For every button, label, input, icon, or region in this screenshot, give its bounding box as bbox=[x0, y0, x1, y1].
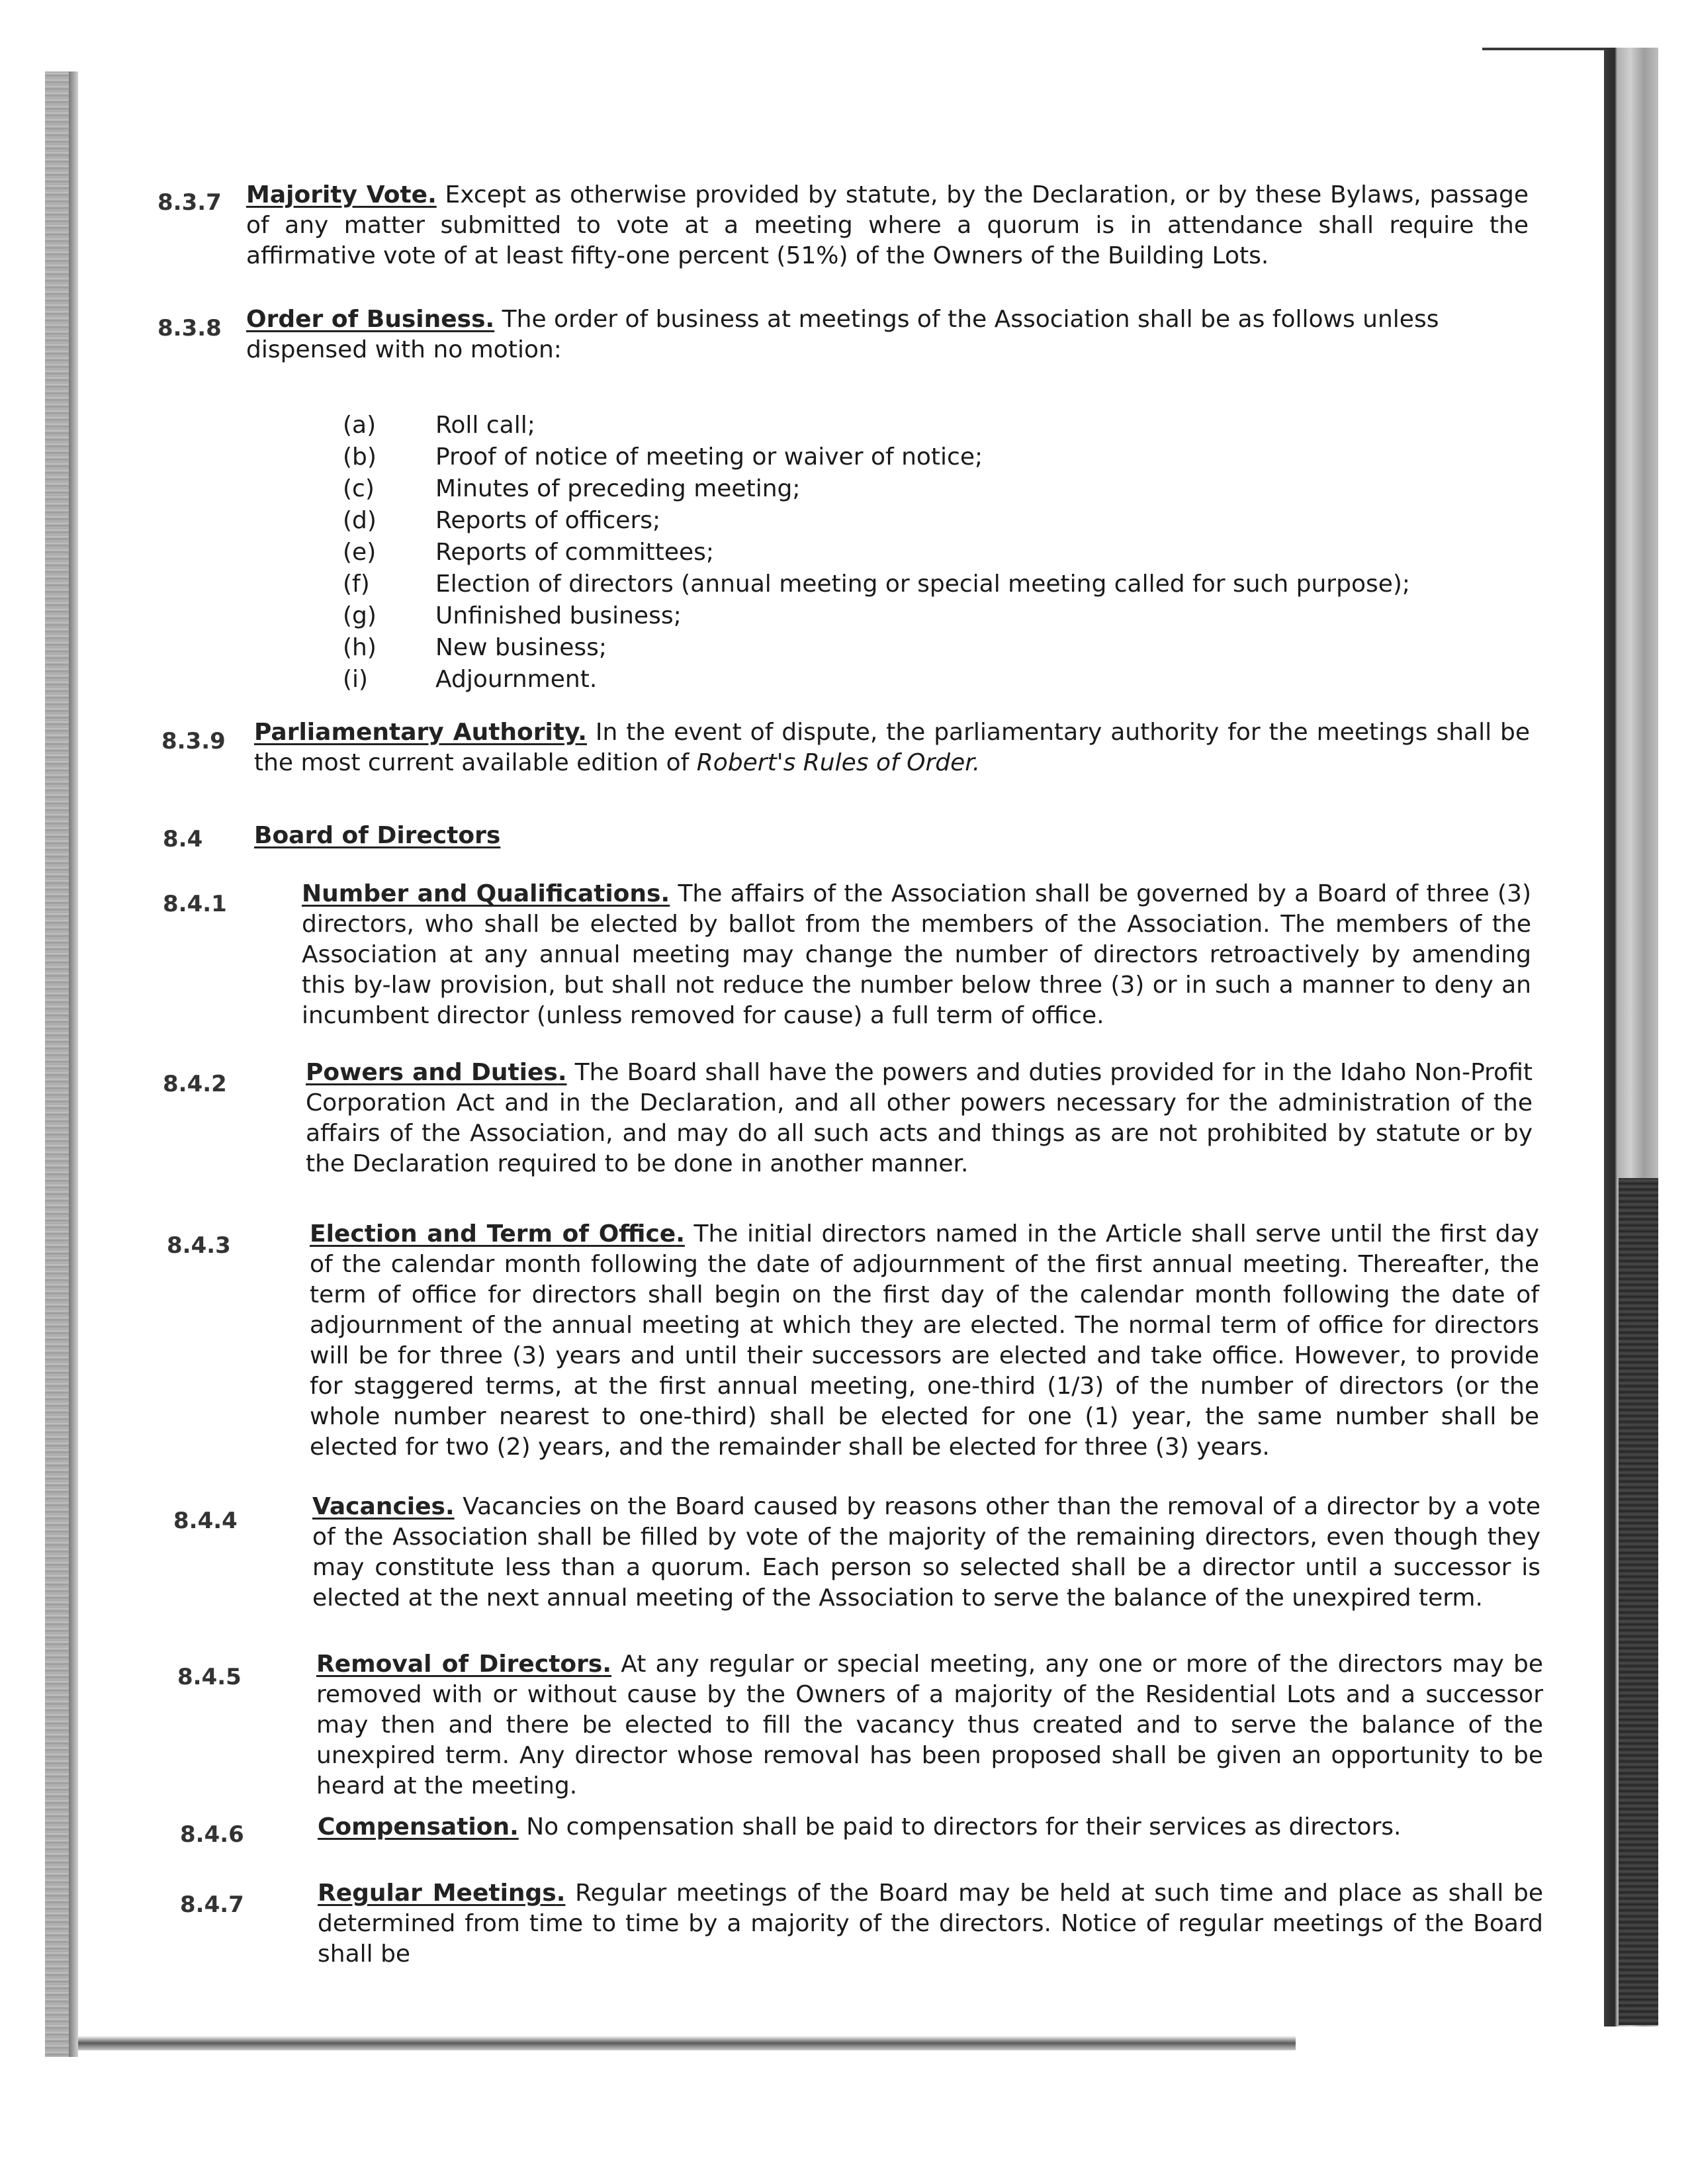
heading-period: . bbox=[676, 1220, 685, 1248]
heading-period: . bbox=[445, 1493, 455, 1520]
section-number: 8.4.3 bbox=[167, 1232, 231, 1259]
section-number: 8.4.4 bbox=[173, 1508, 238, 1534]
section-number: 8.3.8 bbox=[157, 315, 222, 341]
section-number: 8.4.1 bbox=[163, 891, 227, 917]
section-8-3-8 bbox=[246, 304, 1529, 365]
section-body: No compensation shall be paid to directors for their services as directors. bbox=[526, 1813, 1402, 1841]
heading-period: . bbox=[556, 1880, 566, 1907]
section-heading: Vacancies bbox=[312, 1493, 445, 1520]
heading-period: . bbox=[427, 181, 437, 208]
list-label: (d) bbox=[343, 507, 377, 534]
list-label: (g) bbox=[343, 602, 377, 629]
list-text: Election of directors (annual meeting or special meeting called for such purpose); bbox=[435, 570, 1411, 598]
heading-period: . bbox=[485, 306, 495, 333]
list-label: (a) bbox=[343, 412, 377, 439]
section-body: Except as otherwise provided by statute, by the Declaration, or by these Bylaws, passage of any matter submitted to vote at a meeting where a quorum is in attendance shall require the affirmative vote of at least fifty-one percent (51%) of the Owners of the Building Lots. bbox=[246, 181, 1529, 269]
scan-top-line bbox=[1482, 48, 1623, 50]
section-heading: Powers and Duties bbox=[306, 1059, 558, 1086]
section-heading: Compensation bbox=[318, 1813, 510, 1841]
section-heading: Removal of Directors bbox=[316, 1651, 603, 1678]
section-body: At any regular or special meeting, any one or more of the directors may be removed with or without cause by the Owners of a majority of the Residential Lots and a successor may then and there be elected to fill the vacancy thus created and to serve the balance of the unexpired term. Any director whose removal has been proposed shall be given an opportunity to be heard at the meeting. bbox=[316, 1651, 1543, 1799]
section-8-4-4 bbox=[312, 1492, 1540, 1614]
section-body: The order of business at meetings of the Association shall be as follows unless dispensed with no motion: bbox=[246, 306, 1439, 363]
list-label: (i) bbox=[343, 666, 369, 693]
section-number: 8.4 bbox=[163, 826, 203, 852]
list-label: (e) bbox=[343, 539, 377, 566]
section-heading: Majority Vote bbox=[246, 181, 428, 208]
list-text: Proof of notice of meeting or waiver of notice; bbox=[435, 443, 983, 471]
list-text: Reports of committees; bbox=[435, 539, 715, 566]
section-number: 8.3.9 bbox=[161, 728, 226, 754]
section-8-4-1 bbox=[302, 879, 1531, 1031]
heading-period: . bbox=[602, 1651, 611, 1678]
list-label: (f) bbox=[343, 570, 370, 598]
section-number: 8.4.6 bbox=[180, 1821, 244, 1848]
list-text: Adjournment. bbox=[435, 666, 598, 693]
list-label: (c) bbox=[343, 475, 375, 502]
section-italic: Robert's Rules of Order. bbox=[696, 749, 981, 776]
list-label: (h) bbox=[343, 634, 377, 661]
section-body: The initial directors named in the Article shall serve until the first day of the calendar month following the date of adjournment of the first annual meeting. Thereafter, the term of office for directors shall begin on the first day of the calendar month following the date of adjournment of the annual meeting at which they are elected. The normal term of office for directors will be for three (3) years and until their successors are elected and take office. However, to provide for staggered terms, at the first annual meeting, one-third (1/3) of the number of directors (or the whole number nearest to one-third) shall be elected for one (1) year, the same number shall be elected for two (2) years, and the remainder shall be elected for three (3) years. bbox=[310, 1220, 1540, 1461]
list-text: Unfinished business; bbox=[435, 602, 682, 629]
section-number: 8.3.7 bbox=[157, 189, 222, 216]
section-8-4-6 bbox=[318, 1812, 1542, 1843]
heading-period: . bbox=[660, 880, 670, 907]
heading-period: . bbox=[510, 1813, 519, 1841]
scan-left-edge bbox=[69, 71, 78, 2057]
list-text: New business; bbox=[435, 634, 607, 661]
section-heading: Number and Qualifications bbox=[302, 880, 661, 907]
list-text: Reports of officers; bbox=[435, 507, 661, 534]
section-8-3-7 bbox=[246, 180, 1529, 271]
section-heading: Regular Meetings bbox=[318, 1880, 557, 1907]
list-label: (b) bbox=[343, 443, 377, 471]
section-body: Regular meetings of the Board may be held at such time and place as shall be determined from time to time by a majority of the directors. Notice of regular meetings of the Board shall be bbox=[318, 1880, 1543, 1968]
section-number: 8.4.2 bbox=[163, 1071, 227, 1097]
list-text: Minutes of preceding meeting; bbox=[435, 475, 801, 502]
heading-period: . bbox=[557, 1059, 567, 1086]
section-body: The affairs of the Association shall be governed by a Board of three (3) directors, who shall be elected by ballot from the members of the Association. The members of the Association at any annual meeting may change the number of directors retroactively by amending this by-law provision, but shall not reduce the number below three (3) or in such a manner to deny an incumbent director (unless removed for cause) a full term of office. bbox=[302, 880, 1531, 1029]
section-8-4-5 bbox=[316, 1649, 1543, 1801]
section-body: The Board shall have the powers and duties provided for in the Idaho Non-Profit Corporation Act and in the Declaration, and all other powers necessary for the administration of the affairs of the Association, and may do all such acts and things as are not prohibited by statute or by the Declaration required to be done in another manner. bbox=[306, 1059, 1533, 1177]
section-8-4-heading: Board of Directors bbox=[254, 822, 501, 849]
section-body: In the event of dispute, the parliamentary authority for the meetings shall be the most current available edition of bbox=[254, 719, 1530, 776]
heading-period: . bbox=[578, 719, 587, 746]
section-body: Vacancies on the Board caused by reasons other than the removal of a director by a vote of the Association shall be filled by vote of the majority of the remaining directors, even though they may constitute less than a quorum. Each person so selected shall be a director until a successor is elected at the next annual meeting of the Association to serve the balance of the unexpired term. bbox=[312, 1493, 1540, 1612]
section-number: 8.4.7 bbox=[180, 1891, 244, 1918]
section-8-4-7 bbox=[318, 1878, 1543, 1970]
section-number: 8.4.5 bbox=[177, 1664, 242, 1690]
list-text: Roll call; bbox=[435, 412, 535, 439]
section-heading: Parliamentary Authority bbox=[254, 719, 578, 746]
section-heading: Election and Term of Office bbox=[310, 1220, 676, 1248]
scan-right-shadow bbox=[1619, 1178, 1658, 2025]
scan-bottom-border bbox=[78, 2036, 1296, 2050]
section-heading: Order of Business bbox=[246, 306, 486, 333]
scan-left-border bbox=[45, 71, 69, 2057]
section-8-4-3 bbox=[310, 1219, 1539, 1463]
section-8-3-9 bbox=[254, 717, 1530, 778]
section-8-4-2 bbox=[306, 1058, 1533, 1179]
